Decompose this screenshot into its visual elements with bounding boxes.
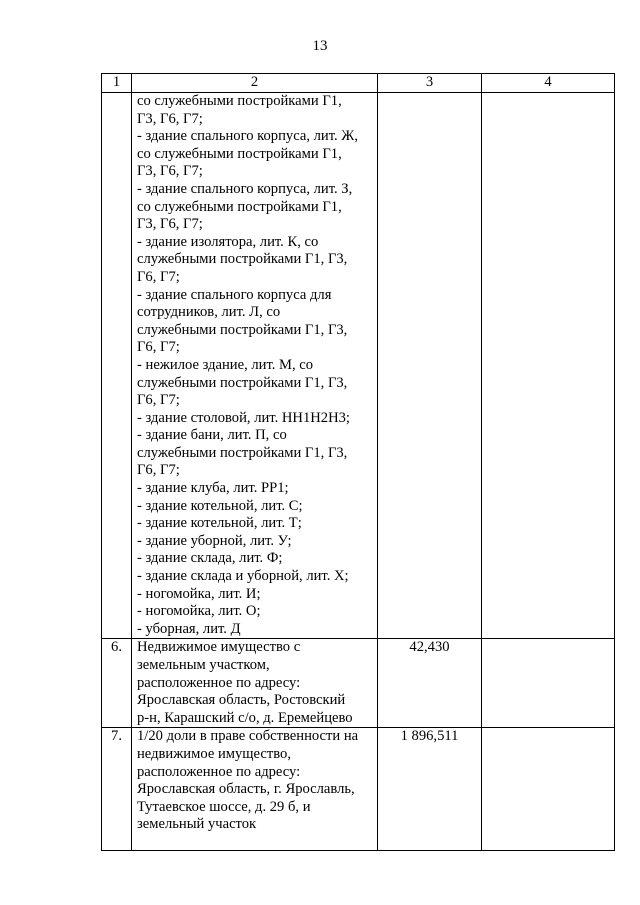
description-line: - здание спального корпуса, лит. Ж, xyxy=(137,128,359,145)
row-note-cell xyxy=(482,639,615,728)
description-line: - здание котельной, лит. Т; xyxy=(137,515,302,532)
description-line: Г6, Г7; xyxy=(137,392,180,409)
description-line: служебными постройками Г1, Г3, xyxy=(137,321,348,338)
row-number-cell xyxy=(102,93,132,639)
column-header-4: 4 xyxy=(482,74,615,93)
description-line: со служебными постройками Г1, xyxy=(137,93,342,109)
description-line: Г6, Г7; xyxy=(137,268,180,285)
description-line: земельным участком, xyxy=(137,657,270,673)
description-line: земельный участок xyxy=(137,816,257,833)
description-line: Тутаевское шоссе, д. 29 б, и xyxy=(137,798,311,815)
description-line: со служебными постройками Г1, xyxy=(137,198,342,215)
description-line: расположенное по адресу: xyxy=(137,763,301,780)
page-number: 13 xyxy=(312,38,328,54)
description-line: - здание спального корпуса, лит. З, xyxy=(137,180,353,197)
column-header-2: 2 xyxy=(132,74,378,93)
column-header-1: 1 xyxy=(102,74,132,93)
description-line: Недвижимое имущество с xyxy=(137,639,301,656)
table-header-row xyxy=(102,74,615,93)
row-value-cell: 1 896,511 xyxy=(378,728,482,851)
description-line: - здание изолятора, лит. К, со xyxy=(137,233,319,250)
description-line: - уборная, лит. Д xyxy=(137,620,241,637)
description-line: - ногомойка, лит. О; xyxy=(137,603,261,620)
description-line: - здание бани, лит. П, со xyxy=(137,427,287,444)
description-line: - здание склада и уборной, лит. Х; xyxy=(137,568,349,585)
table-row xyxy=(102,728,615,851)
description-line: 1/20 доли в праве собственности на xyxy=(137,728,359,745)
description-line: - здание столовой, лит. НН1Н2Н3; xyxy=(137,409,350,426)
row-description-cell xyxy=(132,93,378,639)
description-line: - ногомойка, лит. И; xyxy=(137,585,261,602)
description-line: - здание котельной, лит. С; xyxy=(137,497,303,514)
description-line: служебными постройками Г1, Г3, xyxy=(137,374,348,391)
row-note-cell xyxy=(482,93,615,639)
description-line: р-н, Карашский с/о, д. Еремейцево xyxy=(137,709,353,726)
row-value-cell xyxy=(378,93,482,639)
description-line: - здание клуба, лит. РР1; xyxy=(137,480,289,497)
row-value-cell: 42,430 xyxy=(378,639,482,728)
description-line: служебными постройками Г1, Г3, xyxy=(137,251,348,268)
description-line: расположенное по адресу: xyxy=(137,674,301,691)
description-line: - нежилое здание, лит. М, со xyxy=(137,356,314,373)
description-line: сотрудников, лит. Л, со xyxy=(137,304,281,321)
description-line: - здание спального корпуса для xyxy=(137,286,332,303)
table-row xyxy=(102,639,615,728)
description-line: - здание уборной, лит. У; xyxy=(137,532,292,549)
row-description-cell xyxy=(132,639,378,728)
row-description-cell xyxy=(132,728,378,851)
description-line: Г3, Г6, Г7; xyxy=(137,216,203,233)
description-line: Г6, Г7; xyxy=(137,462,180,479)
description-line: Г3, Г6, Г7; xyxy=(137,110,203,127)
row-number-cell: 6. xyxy=(102,639,132,728)
description-line: со служебными постройками Г1, xyxy=(137,145,342,162)
description-line: служебными постройками Г1, Г3, xyxy=(137,444,348,461)
table-row-continuation xyxy=(102,93,615,639)
description-line: Г3, Г6, Г7; xyxy=(137,163,203,180)
row-note-cell xyxy=(482,728,615,851)
description-line: Ярославская область, Ростовский xyxy=(137,692,346,709)
description-line: Ярославская область, г. Ярославль, xyxy=(137,781,355,798)
description-line: - здание склада, лит. Ф; xyxy=(137,550,283,567)
description-line: Г6, Г7; xyxy=(137,339,180,356)
row-number-cell: 7. xyxy=(102,728,132,851)
description-line: недвижимое имущество, xyxy=(137,746,291,762)
property-table xyxy=(101,73,615,851)
column-header-3: 3 xyxy=(378,74,482,93)
